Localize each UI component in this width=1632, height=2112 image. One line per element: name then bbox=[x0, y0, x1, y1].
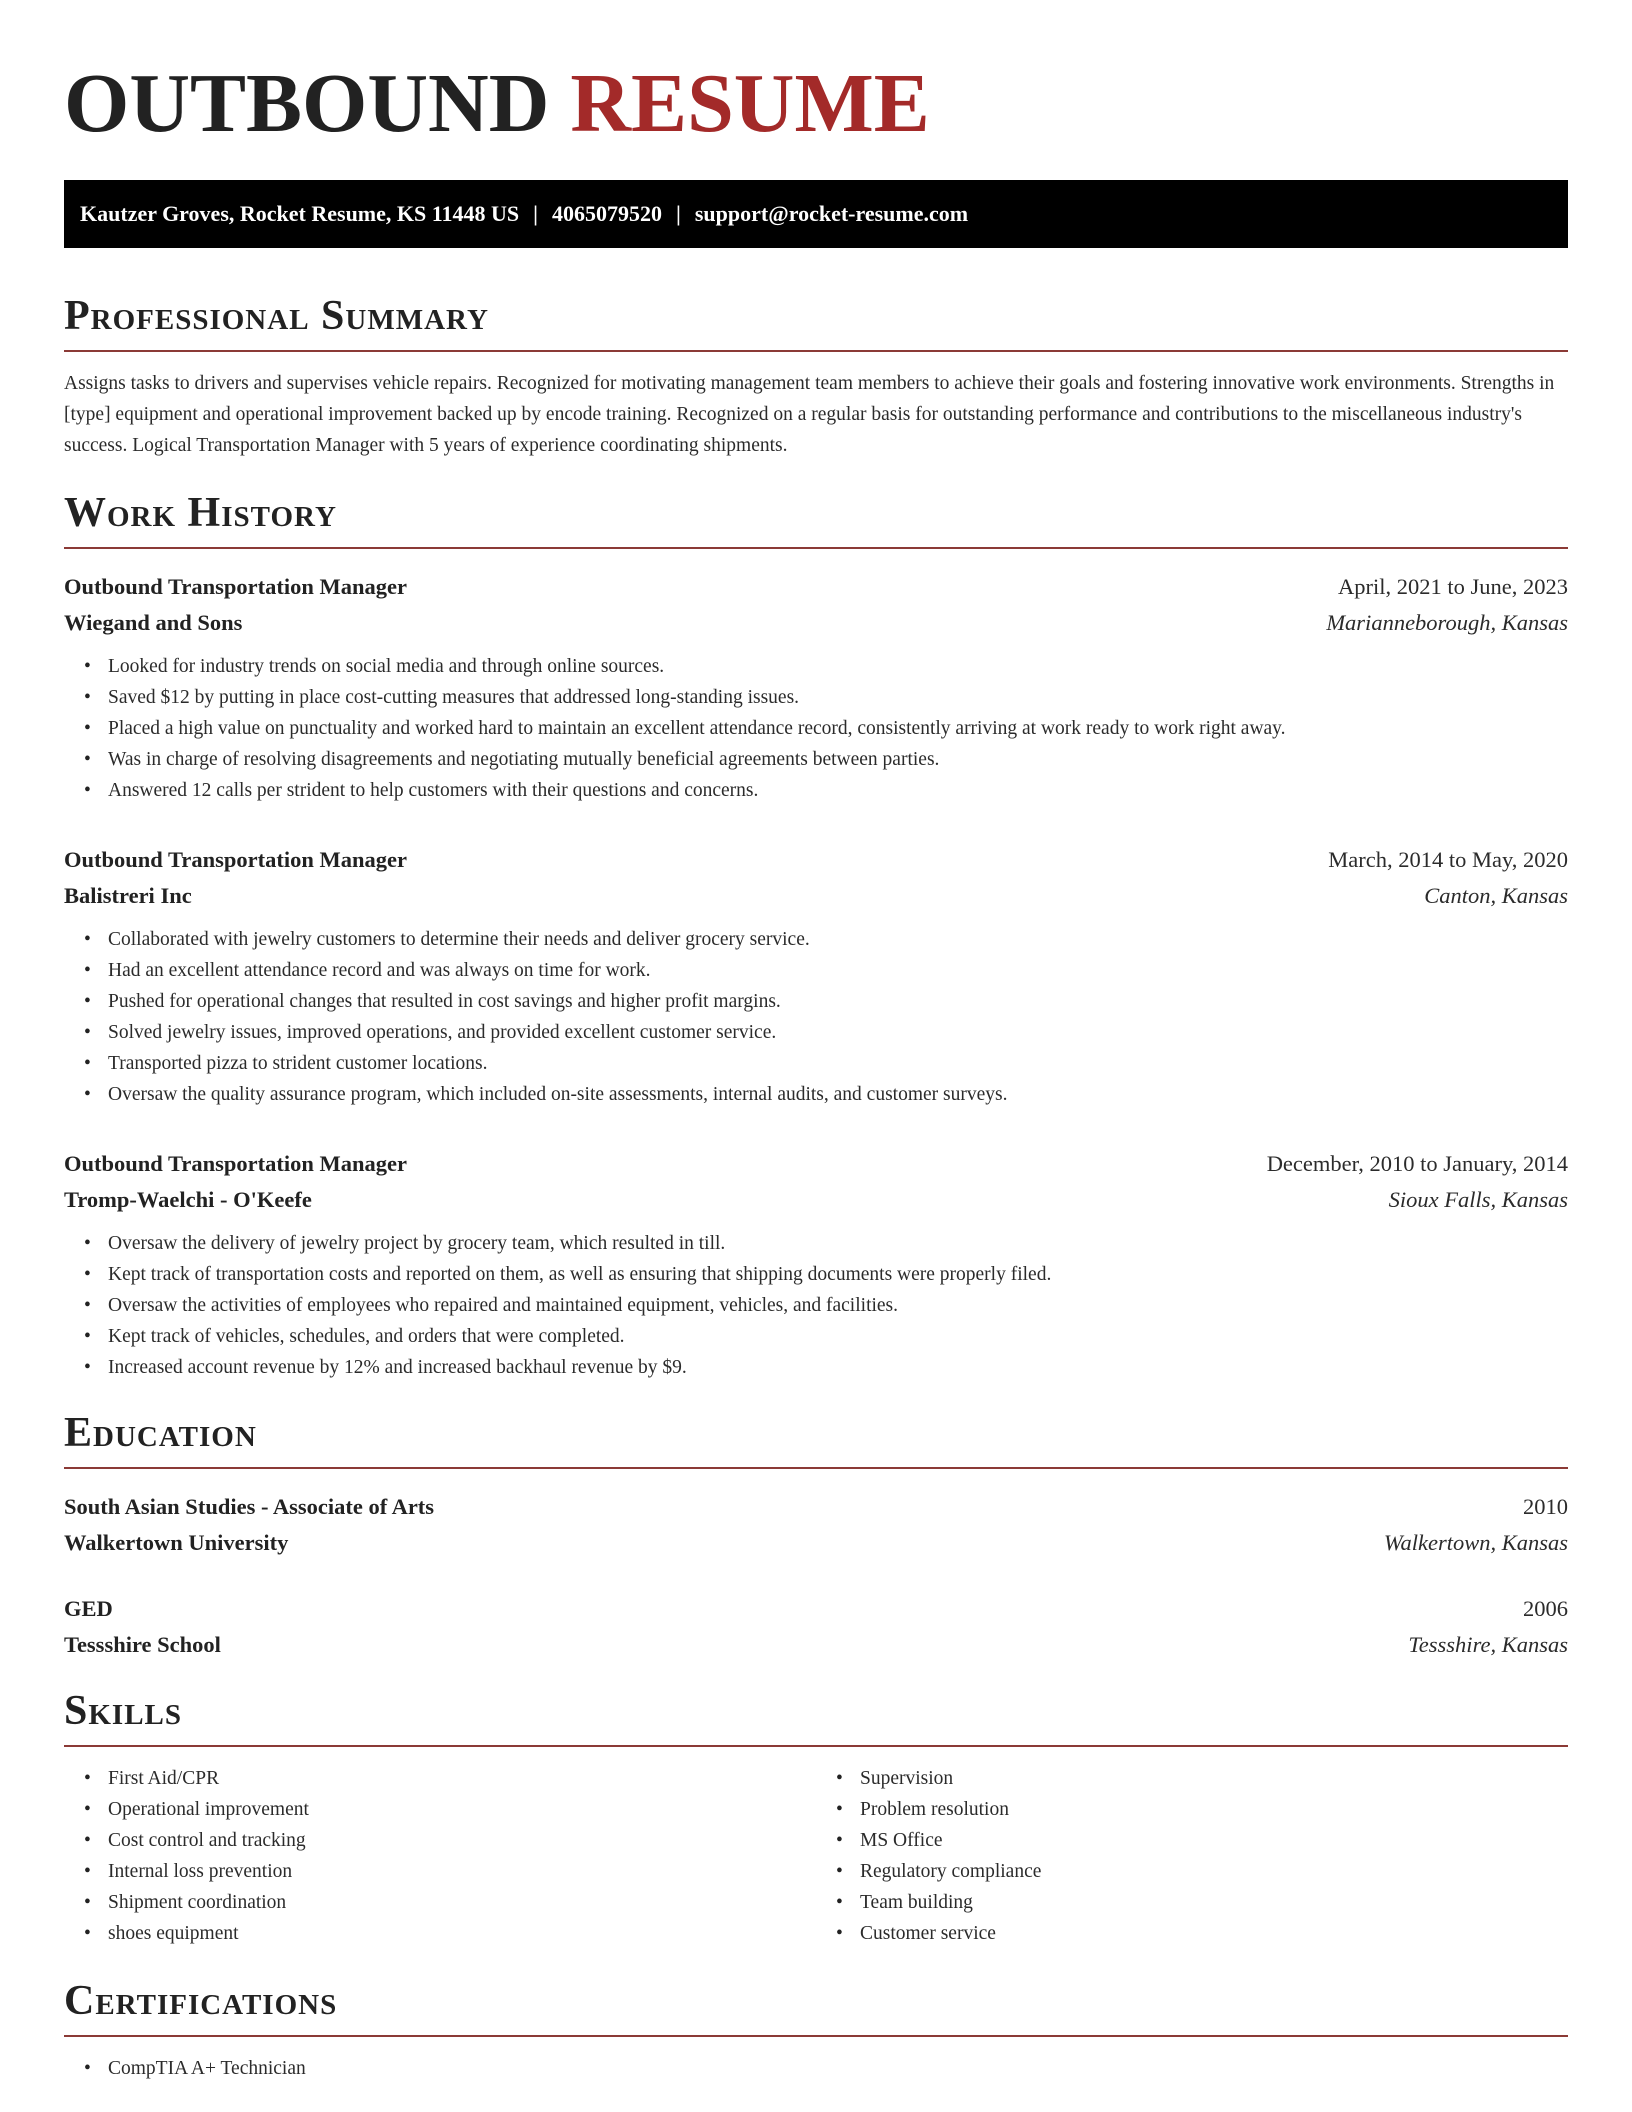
education-degree-row bbox=[64, 1591, 1568, 1627]
skills-columns bbox=[64, 1763, 1568, 1949]
section-heading-certifications: Certifications bbox=[64, 1977, 1568, 2037]
contact-email[interactable]: support@rocket-resume.com bbox=[694, 201, 969, 226]
skill-item: • Team building bbox=[836, 1887, 1568, 1918]
job-bullet: • Increased account revenue by 12% and increased backhaul revenue by $9. bbox=[84, 1352, 1568, 1383]
job-bullet-list bbox=[64, 651, 1568, 806]
skill-item: • Supervision bbox=[836, 1763, 1568, 1794]
job-location: Canton, Kansas bbox=[1424, 883, 1568, 908]
section-heading-work-history: Work History bbox=[64, 489, 1568, 549]
job-entry bbox=[64, 842, 1568, 1110]
job-bullet: • Oversaw the delivery of jewelry project by grocery team, which resulted in till. bbox=[84, 1228, 1568, 1259]
education-entry bbox=[64, 1489, 1568, 1561]
title-part-2: RESUME bbox=[570, 57, 930, 150]
job-entry bbox=[64, 1146, 1568, 1383]
job-dates: April, 2021 to June, 2023 bbox=[1338, 574, 1568, 599]
job-bullet: • Oversaw the quality assurance program, which included on-site assessments, internal audits, and customer surveys. bbox=[84, 1079, 1568, 1110]
certifications-list bbox=[64, 2053, 1568, 2084]
job-title: Outbound Transportation Manager bbox=[64, 1151, 407, 1176]
job-company-row bbox=[64, 605, 1568, 641]
job-company-row bbox=[64, 1182, 1568, 1218]
resume-title bbox=[64, 58, 1568, 150]
contact-separator: | bbox=[676, 201, 681, 226]
education-location: Walkertown, Kansas bbox=[1383, 1530, 1568, 1555]
job-bullet: • Collaborated with jewelry customers to determine their needs and deliver grocery service. bbox=[84, 924, 1568, 955]
education-list bbox=[64, 1489, 1568, 1663]
education-year: 2006 bbox=[1523, 1596, 1568, 1621]
job-location: Marianneborough, Kansas bbox=[1326, 610, 1568, 635]
job-bullet: • Transported pizza to strident customer locations. bbox=[84, 1048, 1568, 1079]
skill-item: • MS Office bbox=[836, 1825, 1568, 1856]
title-part-1: OUTBOUND bbox=[64, 57, 550, 150]
job-bullet: • Placed a high value on punctuality and worked hard to maintain an excellent attendance record, consistently arriving at work ready to work right away. bbox=[84, 713, 1568, 744]
section-heading-skills: Skills bbox=[64, 1687, 1568, 1747]
skill-item: • Cost control and tracking bbox=[84, 1825, 816, 1856]
education-entry bbox=[64, 1591, 1568, 1663]
contact-bar bbox=[64, 180, 1568, 248]
education-school-row bbox=[64, 1525, 1568, 1561]
skill-item: • Internal loss prevention bbox=[84, 1856, 816, 1887]
job-bullet: • Oversaw the activities of employees who repaired and maintained equipment, vehicles, and facilities. bbox=[84, 1290, 1568, 1321]
education-degree: South Asian Studies - Associate of Arts bbox=[64, 1494, 435, 1519]
skill-item: • First Aid/CPR bbox=[84, 1763, 816, 1794]
work-history-list bbox=[64, 569, 1568, 1383]
skill-item: • Operational improvement bbox=[84, 1794, 816, 1825]
job-title: Outbound Transportation Manager bbox=[64, 574, 407, 599]
contact-address: Kautzer Groves, Rocket Resume, KS 11448 US bbox=[80, 201, 520, 226]
education-school-row bbox=[64, 1627, 1568, 1663]
job-company: Balistreri Inc bbox=[64, 883, 192, 908]
skill-item: • Regulatory compliance bbox=[836, 1856, 1568, 1887]
section-heading-education: Education bbox=[64, 1409, 1568, 1469]
job-dates: March, 2014 to May, 2020 bbox=[1328, 847, 1568, 872]
job-bullet: • Kept track of transportation costs and reported on them, as well as ensuring that shipping documents were properly filed. bbox=[84, 1259, 1568, 1290]
education-year: 2010 bbox=[1523, 1494, 1568, 1519]
job-bullet: • Kept track of vehicles, schedules, and orders that were completed. bbox=[84, 1321, 1568, 1352]
job-company: Wiegand and Sons bbox=[64, 610, 243, 635]
education-degree-row bbox=[64, 1489, 1568, 1525]
job-bullet: • Looked for industry trends on social media and through online sources. bbox=[84, 651, 1568, 682]
section-heading-summary: Professional Summary bbox=[64, 292, 1568, 352]
education-location: Tessshire, Kansas bbox=[1408, 1632, 1568, 1657]
job-bullet: • Pushed for operational changes that resulted in cost savings and higher profit margins. bbox=[84, 986, 1568, 1017]
skill-item: • Customer service bbox=[836, 1918, 1568, 1949]
job-title: Outbound Transportation Manager bbox=[64, 847, 407, 872]
education-school: Walkertown University bbox=[64, 1530, 289, 1555]
job-location: Sioux Falls, Kansas bbox=[1388, 1187, 1568, 1212]
contact-phone: 4065079520 bbox=[552, 201, 663, 226]
job-company: Tromp-Waelchi - O'Keefe bbox=[64, 1187, 312, 1212]
skills-list-left bbox=[64, 1763, 816, 1949]
job-bullet: • Answered 12 calls per strident to help customers with their questions and concerns. bbox=[84, 775, 1568, 806]
skills-list-right bbox=[816, 1763, 1568, 1949]
job-bullet: • Solved jewelry issues, improved operations, and provided excellent customer service. bbox=[84, 1017, 1568, 1048]
job-bullet: • Was in charge of resolving disagreements and negotiating mutually beneficial agreements between parties. bbox=[84, 744, 1568, 775]
job-dates: December, 2010 to January, 2014 bbox=[1266, 1151, 1568, 1176]
job-bullet-list bbox=[64, 1228, 1568, 1383]
skill-item: • Shipment coordination bbox=[84, 1887, 816, 1918]
job-bullet-list bbox=[64, 924, 1568, 1110]
job-bullet: • Saved $12 by putting in place cost-cutting measures that addressed long-standing issues. bbox=[84, 682, 1568, 713]
summary-text: Assigns tasks to drivers and supervises vehicle repairs. Recognized for motivating management team members to achieve their goals and fostering innovative work environments. Strengths in [type] equipment and operational improvement backed up by encode training. Recognized on a regular basis for outstanding performance and contributions to the miscellaneous industry's success. Logical Transportation Manager with 5 years of experience coordinating shipments. bbox=[64, 373, 1555, 456]
skill-item: • shoes equipment bbox=[84, 1918, 816, 1949]
job-entry bbox=[64, 569, 1568, 806]
certification-item: • CompTIA A+ Technician bbox=[84, 2053, 1568, 2084]
education-school: Tessshire School bbox=[64, 1632, 221, 1657]
education-degree: GED bbox=[64, 1596, 113, 1621]
job-title-row bbox=[64, 1146, 1568, 1182]
skill-item: • Problem resolution bbox=[836, 1794, 1568, 1825]
job-title-row bbox=[64, 842, 1568, 878]
resume-page bbox=[64, 0, 1568, 2084]
contact-separator: | bbox=[533, 201, 539, 226]
job-bullet: • Had an excellent attendance record and was always on time for work. bbox=[84, 955, 1568, 986]
job-title-row bbox=[64, 569, 1568, 605]
job-company-row bbox=[64, 878, 1568, 914]
